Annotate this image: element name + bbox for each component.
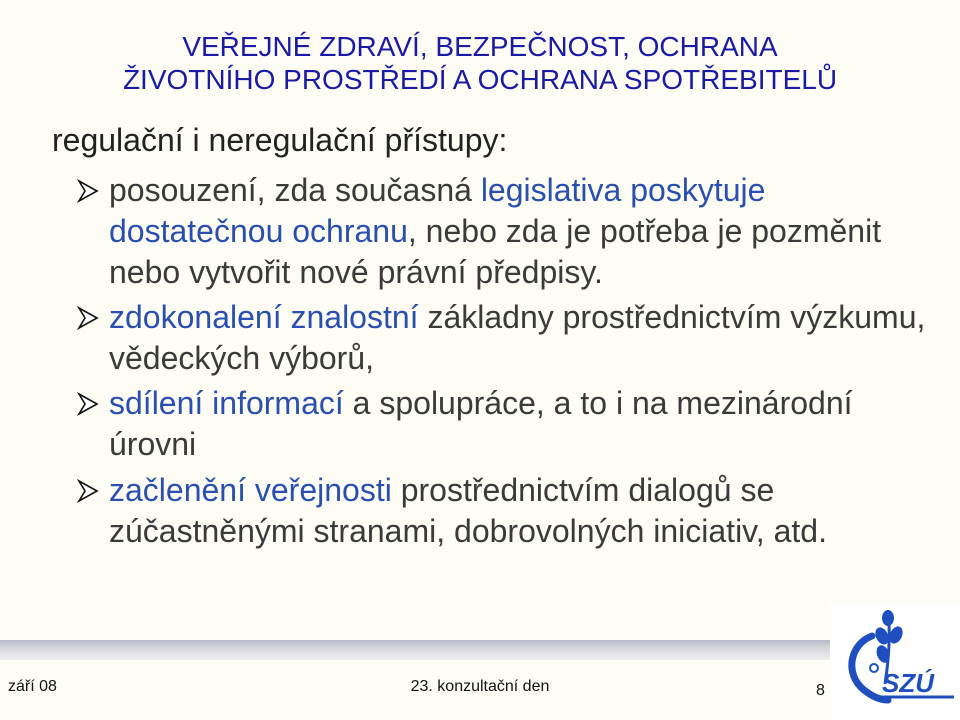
bullet-text-1 [109, 172, 881, 290]
arrowhead-bullet-icon [76, 479, 100, 503]
bullet-segment-highlight: začlenění veřejnosti [109, 472, 392, 508]
footer-date: září 08 [8, 678, 57, 695]
bullet-text-2 [109, 299, 925, 376]
bullet-text-4 [109, 472, 827, 549]
bullet-segment: a spolupráce, a to i na mezinárodní úrovni [109, 385, 853, 462]
svg-text:SZÚ: SZÚ [882, 668, 934, 698]
bullet-segment: prostřednictvím dialogů se zúčastněnými stranami, dobrovolných iniciativ, atd. [109, 472, 827, 549]
bullet-item [76, 170, 936, 293]
intro-heading: regulační i neregulační přístupy: [52, 122, 508, 158]
bullet-item [76, 297, 936, 379]
bullet-segment-highlight: sdílení informací [109, 385, 344, 421]
footer-event: 23. konzultační den [410, 678, 550, 695]
bullet-segment: , nebo zda je potřeba je pozměnit nebo vytvořit nové právní předpisy. [109, 213, 882, 290]
bullet-list [76, 170, 936, 558]
arrowhead-bullet-icon [76, 179, 100, 203]
page-number: 8 [816, 682, 825, 699]
bullet-segment-highlight: zdokonalení znalostní [109, 299, 419, 335]
bullet-segment: základny prostřednictvím výzkumu, vědeckých výborů, [109, 299, 926, 376]
bullet-text-3 [109, 385, 853, 462]
szu-logo [830, 604, 960, 720]
title-line-2: ŽIVOTNÍHO PROSTŘEDÍ A OCHRANA SPOTŘEBITELŮ [122, 64, 838, 95]
szu-logo-icon [830, 604, 960, 720]
bullet-item [76, 470, 936, 552]
arrowhead-bullet-icon [76, 392, 100, 416]
bullet-segment: posouzení, zda současná [109, 172, 481, 208]
title-line-1: VEŘEJNÉ ZDRAVÍ, BEZPEČNOST, OCHRANA [182, 31, 778, 62]
footer-band [0, 640, 960, 660]
bullet-segment-highlight: legislativa poskytuje dostatečnou ochranu [109, 172, 766, 249]
arrowhead-bullet-icon [76, 306, 100, 330]
slide-title [20, 30, 940, 96]
bullet-item [76, 383, 936, 465]
